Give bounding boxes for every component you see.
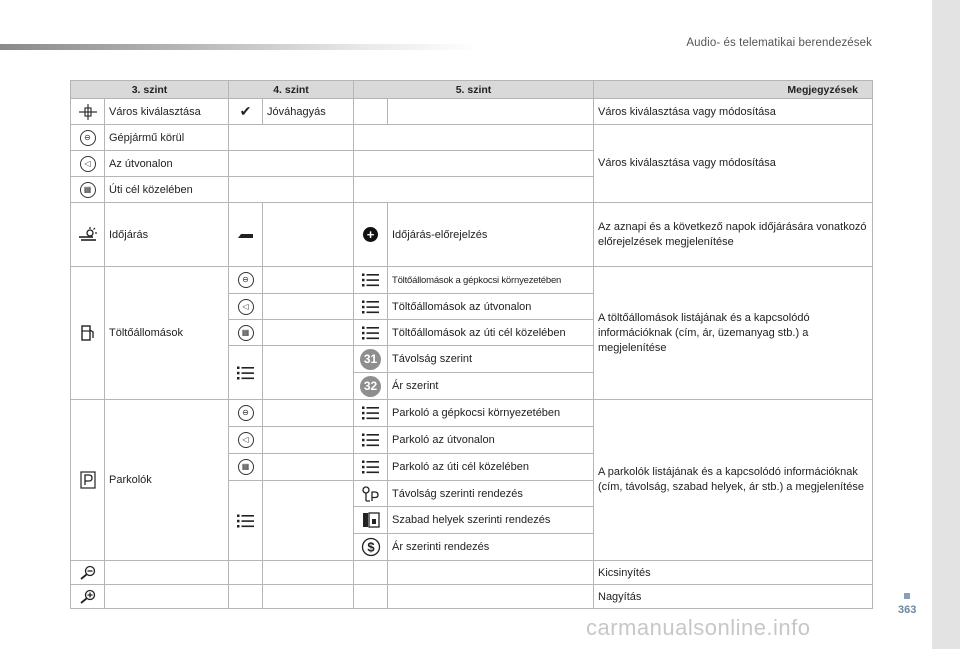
route-icon: ◁ <box>238 299 254 315</box>
table-row <box>71 99 873 125</box>
parking-label: Parkolók <box>105 400 229 561</box>
list-icon <box>362 406 379 420</box>
vehicle-icon: ⊖ <box>80 130 96 146</box>
list-icon <box>362 300 379 314</box>
badge-32: 32 <box>360 376 381 397</box>
sort-by-price-parking-label: Ár szerinti rendezés <box>388 534 594 561</box>
vehicle-icon: ⊖ <box>238 272 254 288</box>
sort-by-distance-parking-label: Távolság szerinti rendezés <box>388 481 594 507</box>
list-icon <box>362 433 379 447</box>
destination-flag-icon: ▦ <box>80 182 96 198</box>
page-header-title: Audio- és telematikai berendezések <box>686 37 872 49</box>
parking-on-route-label: Parkoló az útvonalon <box>388 427 594 454</box>
parking-distance-icon <box>361 485 381 503</box>
zoom-in-icon <box>79 589 97 605</box>
header-level-3: 3. szint <box>71 81 229 99</box>
watermark: carmanualsonline.info <box>586 615 811 640</box>
sort-by-distance-label: Távolság szerint <box>388 346 594 373</box>
badge-31: 31 <box>360 349 381 370</box>
weather-note: Az aznapi és a következő napok időjárására vonatkozó előrejelzések megjelenítése <box>594 203 873 267</box>
area-note: Város kiválasztása vagy módosítása <box>594 125 873 203</box>
header-gradient-bar <box>0 44 480 50</box>
list-icon <box>362 326 379 340</box>
sort-by-price-label: Ár szerint <box>388 373 594 400</box>
city-note: Város kiválasztása vagy módosítása <box>594 99 873 125</box>
city-select-icon <box>78 103 98 121</box>
destination-label: Úti cél közelében <box>105 177 229 203</box>
parking-near-destination-label: Parkoló az úti cél közelében <box>388 454 594 481</box>
list-icon <box>237 366 254 380</box>
header-level-4: 4. szint <box>229 81 354 99</box>
free-spaces-icon <box>361 511 381 529</box>
zoom-out-icon <box>79 565 97 581</box>
stations-near-destination-label: Töltőállomások az úti cél közelében <box>388 320 594 346</box>
parking-note: A parkolók listájának és a kapcsolódó információknak (cím, távolság, szabad helyek, ár stb.) a megjelenítése <box>594 400 873 561</box>
confirm-label: Jóváhagyás <box>263 99 354 125</box>
list-icon <box>362 460 379 474</box>
svg-text:$: $ <box>366 539 375 555</box>
stations-on-route-label: Töltőállomások az útvonalon <box>388 294 594 320</box>
list-icon <box>237 514 254 528</box>
table-row <box>71 125 873 151</box>
header-notes: Megjegyzések <box>594 81 873 99</box>
page-marker <box>904 593 910 599</box>
vehicle-label: Gépjármű körül <box>105 125 229 151</box>
route-icon: ◁ <box>80 156 96 172</box>
zoom-in-label: Nagyítás <box>594 585 873 609</box>
stations-near-vehicle-label: Töltőállomások a gépkocsi környezetében <box>388 267 594 294</box>
fuel-stations-label: Töltőállomások <box>105 267 229 400</box>
table-row <box>71 561 873 585</box>
weather-label: Időjárás <box>105 203 229 267</box>
stations-note: A töltőállomások listájának és a kapcsolódó információknak (cím, ár, üzemanyag stb.) a megjelenítése <box>594 267 873 400</box>
table-header-row <box>71 81 873 99</box>
route-icon: ◁ <box>238 432 254 448</box>
table-row <box>71 203 873 267</box>
dollar-icon <box>361 537 381 557</box>
table-row <box>71 400 873 427</box>
weather-forecast-label: Időjárás-előrejelzés <box>388 203 594 267</box>
destination-flag-icon: ▦ <box>238 459 254 475</box>
sort-by-free-spaces-label: Szabad helyek szerinti rendezés <box>388 507 594 534</box>
weather-icon <box>78 227 98 243</box>
route-label: Az útvonalon <box>105 151 229 177</box>
fuel-pump-icon <box>80 324 96 342</box>
zoom-out-label: Kicsinyítés <box>594 561 873 585</box>
header-level-5: 5. szint <box>354 81 594 99</box>
parking-near-vehicle-label: Parkoló a gépkocsi környezetében <box>388 400 594 427</box>
city-select-label: Város kiválasztása <box>105 99 229 125</box>
list-icon <box>362 273 379 287</box>
checkmark-icon: ✔ <box>239 103 252 119</box>
plus-circle-icon: + <box>363 227 378 242</box>
destination-flag-icon: ▦ <box>238 325 254 341</box>
vehicle-icon: ⊖ <box>238 405 254 421</box>
navigation-menu-table <box>70 80 873 609</box>
parking-icon <box>80 471 96 489</box>
table-row <box>71 585 873 609</box>
page-side-strip <box>932 0 960 649</box>
page-number: 363 <box>898 604 917 616</box>
table-row <box>71 267 873 294</box>
pen-icon <box>237 229 255 241</box>
